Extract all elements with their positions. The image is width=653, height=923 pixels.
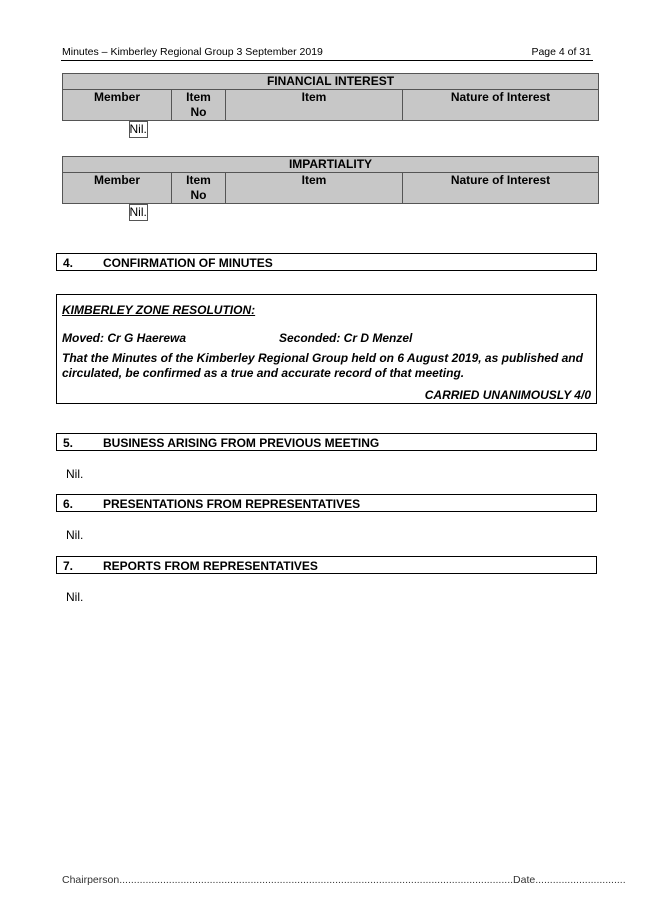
- section-body: Nil.: [66, 590, 84, 604]
- column-header-item-no: Item No: [172, 173, 226, 204]
- section-number: 7.: [63, 559, 74, 573]
- resolution-result: CARRIED UNANIMOUSLY 4/0: [424, 388, 591, 402]
- section-number: 5.: [63, 436, 74, 450]
- table-title: FINANCIAL INTEREST: [63, 74, 599, 90]
- column-header-nature-of-interest: Nature of Interest: [403, 90, 599, 121]
- resolution-box: [56, 294, 597, 404]
- section-body: Nil.: [66, 467, 84, 481]
- section-heading-business-arising: [56, 433, 597, 451]
- moved-by: Moved: Cr G Haerewa: [62, 331, 187, 345]
- section-heading-confirmation-of-minutes: [56, 253, 597, 271]
- section-body: Nil.: [66, 528, 84, 542]
- resolution-heading: KIMBERLEY ZONE RESOLUTION:: [62, 303, 256, 317]
- signature-line: Chairperson.......................................................................................................................................Date...............................: [62, 874, 626, 886]
- column-header-member: Member: [63, 90, 172, 121]
- column-header-item-no: Item No: [172, 90, 226, 121]
- document-title: Minutes – Kimberley Regional Group 3 September 2019: [62, 46, 323, 58]
- column-header-member: Member: [63, 173, 172, 204]
- section-title: BUSINESS ARISING FROM PREVIOUS MEETING: [103, 436, 380, 450]
- impartiality-table: [62, 156, 599, 219]
- column-header-nature-of-interest: Nature of Interest: [403, 173, 599, 204]
- table-row: Nil.: [129, 122, 147, 136]
- financial-interest-table: [62, 73, 599, 136]
- section-heading-reports: [56, 556, 597, 574]
- page-number: Page 4 of 31: [531, 46, 591, 58]
- seconded-by: Seconded: Cr D Menzel: [279, 331, 413, 345]
- header-rule: [61, 60, 593, 61]
- section-number: 6.: [63, 497, 74, 511]
- section-title: REPORTS FROM REPRESENTATIVES: [103, 559, 318, 573]
- section-heading-presentations: [56, 494, 597, 512]
- resolution-motion: That the Minutes of the Kimberley Regional Group held on 6 August 2019, as published and circulated, be confirmed as a true and accurate record of that meeting.: [62, 351, 583, 380]
- section-title: PRESENTATIONS FROM REPRESENTATIVES: [103, 497, 361, 511]
- column-header-item: Item: [226, 173, 403, 204]
- column-header-item: Item: [226, 90, 403, 121]
- table-title: IMPARTIALITY: [63, 157, 599, 173]
- section-number: 4.: [63, 256, 74, 270]
- section-title: CONFIRMATION OF MINUTES: [103, 256, 273, 270]
- table-row: Nil.: [129, 205, 147, 219]
